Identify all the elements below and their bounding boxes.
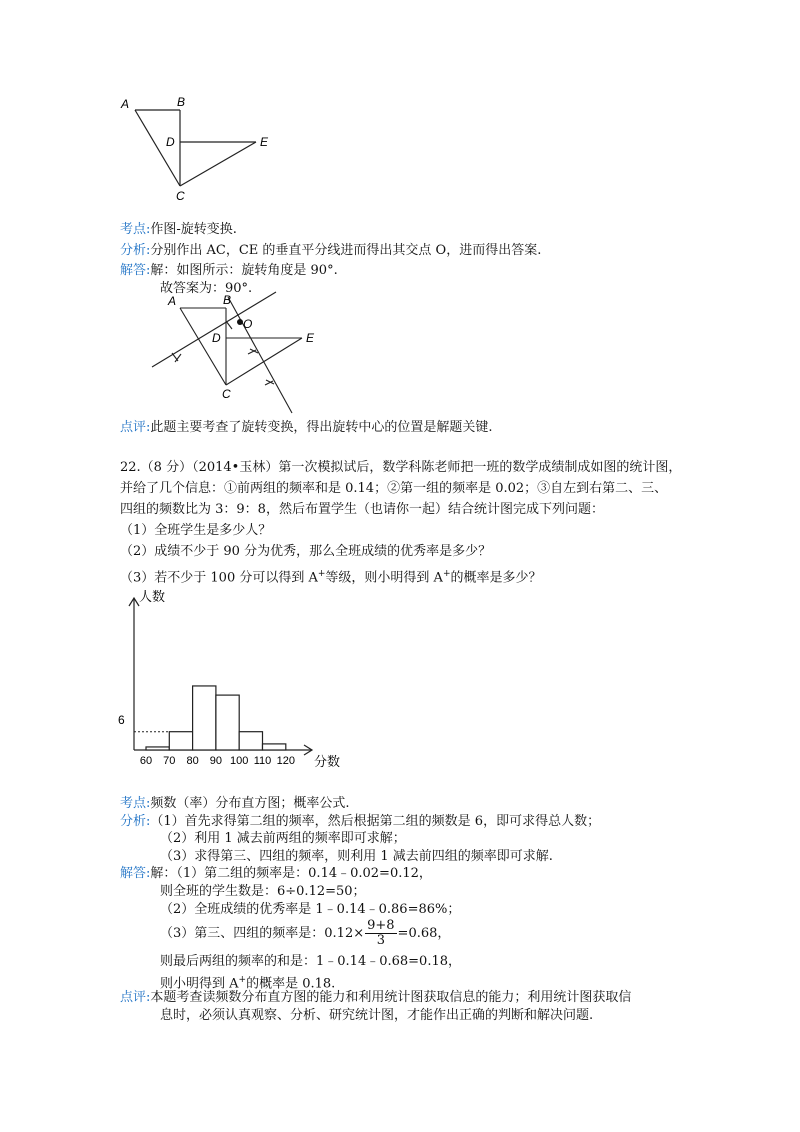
dianping-label-22: 点评:: [120, 990, 151, 1005]
fenxi-text: 分别作出 AC，CE 的垂直平分线进而得出其交点 O，进而得出答案.: [150, 243, 542, 258]
question-3-part-b: 等级，则小明得到 A: [325, 570, 443, 586]
problem-22-line-2: 并给了几个信息：①前两组的频率和是 0.14；②第一组的频率是 0.02；③自左到右第二、三、: [120, 481, 668, 496]
dianping-row-22: [120, 989, 631, 1007]
fig1-label-e: E: [260, 135, 269, 149]
jieda-text-22-5: 则最后两组的频率的和是：1﹣0.14﹣0.68=0.18，: [160, 954, 461, 969]
fraction-numerator: 9+8: [367, 918, 395, 933]
question-1: （1）全班学生是多少人？: [120, 523, 272, 538]
jieda-row-22: [120, 865, 432, 883]
fig1-label-c: C: [176, 189, 185, 203]
x-tick-label-110: 110: [253, 755, 272, 767]
x-tick-label-120: 120: [276, 755, 295, 767]
x-tick-label-90: 90: [209, 755, 223, 767]
jieda-4-part-a: （3）第三、四组的频率是：0.12×: [160, 926, 365, 941]
fraction-9plus8-over-3: [365, 919, 396, 948]
fenxi-text-22-3: （3）求得第三、四组的频率，则利用 1 减去前四组的频率即可求解.: [160, 849, 553, 864]
dianping-text-22-2: 息时，必须认真观察、分析、研究统计图，才能作出正确的判断和解决问题.: [160, 1008, 594, 1023]
kaodian-text-22: 频数（率）分布直方图；概率公式.: [150, 796, 350, 811]
dianping-row-21: [120, 419, 493, 437]
jieda-text: 解：如图所示：旋转角度是 90°.: [150, 263, 338, 278]
x-axis-title: 分数: [314, 754, 341, 769]
jieda-4-part-b: =0.68，: [397, 926, 451, 941]
x-tick-label-100: 100: [230, 755, 249, 767]
y-tick-label-6: 6: [118, 713, 125, 727]
jieda-text-22-2: 则全班的学生数是：6÷0.12=50；: [160, 884, 366, 899]
jieda-label: 解答:: [120, 263, 151, 278]
fig1-label-a: A: [121, 97, 130, 111]
fig1-label-b: B: [177, 95, 186, 109]
jieda-6-sup: +: [238, 975, 247, 985]
question-2: （2）成绩不少于 90 分为优秀，那么全班成绩的优秀率是多少？: [120, 544, 492, 559]
histogram-bar-80-90: [193, 686, 216, 750]
question-3-sup-1: +: [317, 569, 326, 579]
fenxi-label: 分析:: [120, 243, 151, 258]
fenxi-row-21: [120, 242, 541, 260]
fenxi-text-22-1: （1）首先求得第二组的频率，然后根据第二组的频数是 6，即可求得总人数；: [150, 814, 601, 829]
kaodian-row-22: [120, 795, 350, 813]
fenxi-label-22: 分析:: [120, 814, 151, 829]
kaodian-row-21: [120, 221, 237, 239]
point-o-dot: [237, 319, 243, 325]
fenxi-row-22: [120, 813, 600, 831]
histogram-bar-70-80: [169, 732, 192, 750]
y-axis-title: 人数: [139, 589, 166, 604]
question-3-sup-2: +: [442, 569, 451, 579]
question-3-part-c: 的概率是多少？: [450, 570, 542, 586]
dianping-label: 点评:: [120, 420, 151, 435]
jieda-text-22-3: （2）全班成绩的优秀率是 1﹣0.14﹣0.86=86%；: [160, 902, 461, 917]
jieda-label-22: 解答:: [120, 866, 151, 881]
jieda-6-part-a: 则小明得到 A: [160, 976, 239, 992]
jieda-row-21: [120, 262, 338, 280]
fenxi-text-22-2: （2）利用 1 减去前两组的频率即可求解；: [160, 831, 406, 846]
fig2-label-a: A: [168, 294, 177, 308]
jieda-text-22-4: [160, 919, 450, 949]
fig1-label-d: D: [166, 135, 175, 149]
histogram-bar-100-110: [239, 732, 262, 750]
fig2-label-b: B: [223, 293, 232, 307]
y-axis-arrow: [129, 598, 139, 606]
kaodian-label-22: 考点:: [120, 796, 151, 811]
x-tick-label-80: 80: [186, 755, 199, 767]
histogram-bar-110-120: [263, 744, 286, 750]
jieda-text-22-1: 解：（1）第二组的频率是：0.14﹣0.02=0.12，: [150, 866, 432, 881]
jieda-6-part-b: 的概率是 0.18.: [246, 976, 336, 992]
problem-22-line-3: 四组的频数比为 3：9：8，然后布置学生（也请你一起）结合统计图完成下列问题：: [120, 502, 604, 517]
fig2-label-c: C: [222, 387, 231, 401]
x-tick-label-70: 70: [163, 755, 176, 767]
histogram-bar-60-70: [146, 747, 169, 750]
dianping-text: 此题主要考查了旋转变换，得出旋转中心的位置是解题关键.: [150, 420, 493, 435]
kaodian-text: 作图-旋转变换.: [150, 222, 237, 237]
question-3-part-a: （3）若不少于 100 分可以得到 A: [120, 570, 318, 586]
fraction-denominator: 3: [376, 933, 385, 948]
jieda-answer-21: 故答案为：90°.: [160, 281, 253, 296]
histogram-bar-90-100: [216, 695, 239, 750]
problem-22-line-1: 22.（8 分）（2014•玉林）第一次模拟试后，数学科陈老师把一班的数学成绩制成如图的统计图，: [120, 460, 682, 475]
fig2-label-o: O: [243, 317, 253, 331]
question-3: [120, 565, 542, 587]
fig2-label-e: E: [306, 331, 315, 345]
fig2-label-d: D: [212, 331, 221, 345]
x-tick-label-60: 60: [139, 755, 153, 767]
kaodian-label: 考点:: [120, 222, 151, 237]
x-axis-arrow: [304, 745, 312, 755]
dianping-text-22-1: 本题考查读频数分布直方图的能力和利用统计图获取信息的能力；利用统计图获取信: [150, 990, 632, 1005]
